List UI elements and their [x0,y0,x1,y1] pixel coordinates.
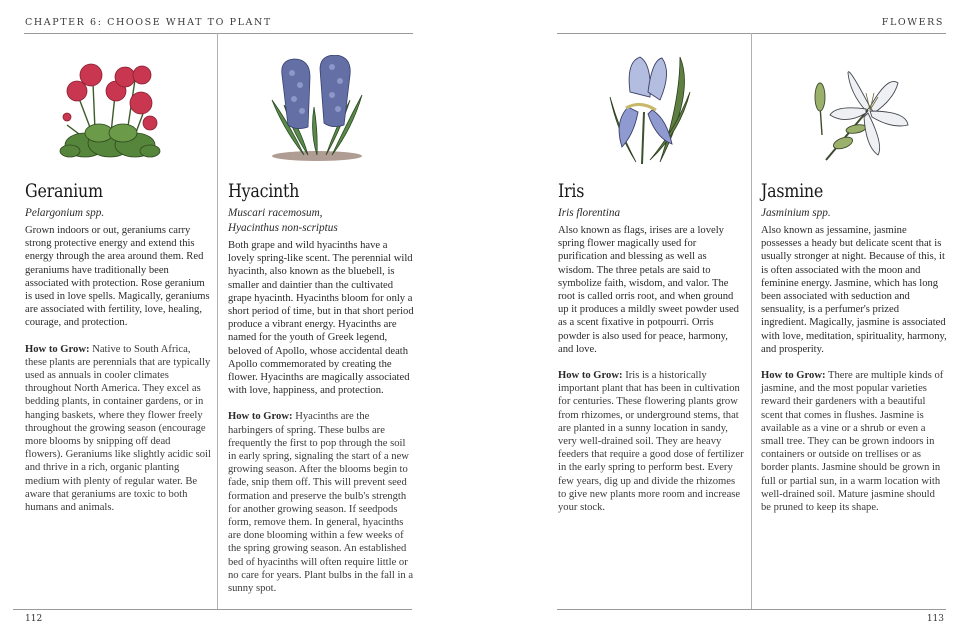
how-to-grow-label: How to Grow: [25,343,90,355]
flower-description: Both grape and wild hyacinths have a lovely spring-like scent. The perennial wild hyacinth, also known as the bluebell, is smaller and daintier than the cultivated grape hyacinth. Hyacinths bloom for only a short period of time, but in that short period produce a vibrant energy. Hyacinths are named for the youth of Greek legend, beloved of Apollo, whose accidental death Apollo commemorated by creating the flower. Hyacinths are magically associated with love, happiness, and protection. [228,240,414,397]
flower-latin-name: Muscari racemosum, Hyacinthus non-scriptus [228,207,338,234]
top-rule-left [24,33,413,34]
column-divider-left [217,33,218,610]
flower-description: Grown indoors or out, geraniums carry strong protective energy and extend this energy through the area around them. Red geraniums have traditionally been associated with protection. Rose geranium is used in love spells. Magically, geraniums are associated with fertility, love, healing, courage, and protection. [25,225,210,329]
bottom-rule-right-a [557,609,752,610]
how-to-grow [558,369,744,514]
running-head-section: FLOWERS [881,17,944,28]
flower-entry-iris [558,180,744,514]
flower-latin-name: Pelargonium spp. [25,207,105,219]
bottom-rule-left-b [217,609,412,610]
how-to-grow-label: How to Grow: [558,370,623,382]
page-number-left: 112 [25,614,43,624]
column-divider-right [751,33,752,610]
geranium-illustration [55,55,175,165]
how-to-grow [25,343,211,515]
flower-name: Hyacinth [228,181,300,202]
flower-entry-geranium [25,180,211,514]
flower-entry-hyacinth [228,180,414,595]
flower-description: Also known as jessamine, jasmine possesses a heady but delicate scent that is usually stronger at night. Because of this, it is often associated with the moon and feminine energy. Jasmine, which has long been associated with seduction and sensuality, is a perfumer's prized ingredient. Magically, jasmine is associated with love, meditation, spirituality, harmony, and prosperity. [761,225,947,355]
jasmine-illustration [808,55,913,165]
flower-name: Geranium [25,181,103,202]
how-to-grow [761,369,947,514]
how-to-grow-text: Hyacinths are the harbingers of spring. These bulbs are frequently the first to pop through the soil in early spring, signaling the start of a new growing season. After the blooms begin to fade, snip them off. This will prevent seed formation and preserve the bulb's strength for another growing season. If seedpods form, remove them. In general, hyacinths are done blooming within a few weeks of the spring growing season. An established bed of hyacinths will often require little or no care for years. Plant bulbs in the fall in a sunny spot. [228,411,414,595]
flower-entry-jasmine [761,180,947,514]
how-to-grow [228,410,414,595]
how-to-grow-text: There are multiple kinds of jasmine, and the most popular varieties reward their gardeners with a beautiful scent that comes in flushes. Jasmine is available as a vine or a shrub or even a small tree. They can be grown indoors in containers or outside on trellises or as border plants. Jasmine should be grown in full or partial sun, in a warm location with well-drained soil. Mature jasmine should be pruned to keep its shape. [761,370,944,514]
bottom-rule-right-b [751,609,946,610]
how-to-grow-label: How to Grow: [228,411,293,423]
hyacinth-illustration [262,55,377,165]
flower-description: Also known as flags, irises are a lovely spring flower magically used for purification and blessing as well as wisdom. The three petals are said to symbolize faith, wisdom, and valor. The root is called orris root, and when ground up it produces a mildly sweet powder used as a scent fixative in potpourri. Orris powder is also used for peace, harmony, and love. [558,225,739,355]
flower-name: Iris [558,181,585,202]
running-head-chapter: CHAPTER 6: CHOOSE WHAT TO PLANT [25,17,272,28]
how-to-grow-label: How to Grow: [761,370,826,382]
bottom-rule-left-a [13,609,222,610]
how-to-grow-text: Native to South Africa, these plants are perennials that are typically used as annuals in cooler climates throughout North America. They excel as bedding plants, in container gardens, or in hanging baskets, where they flower freely throughout the growing season (encourage more blooms by snipping off dead flowers). Geraniums like slightly acidic soil and thrive in a rich, organic planting medium with plenty of regular water. Be aware that geraniums are toxic to both humans and animals. [25,343,211,514]
flower-latin-name: Jasminium spp. [761,207,831,219]
page-number-right: 113 [926,614,944,624]
flower-name: Jasmine [761,181,824,202]
flower-latin-name: Iris florentina [558,207,621,219]
iris-illustration [600,52,700,167]
how-to-grow-text: Iris is a historically important plant that has been in cultivation for centuries. These flowering plants grow from rhizomes, or underground stems, that are planted in a sunny location in sandy, very well-drained soil. They are heavy feeders that require a good dose of fertilizer in the early spring to perform best. Every few years, dig up and divide the rhizomes to give new plants more room and increase your stock. [558,370,744,514]
